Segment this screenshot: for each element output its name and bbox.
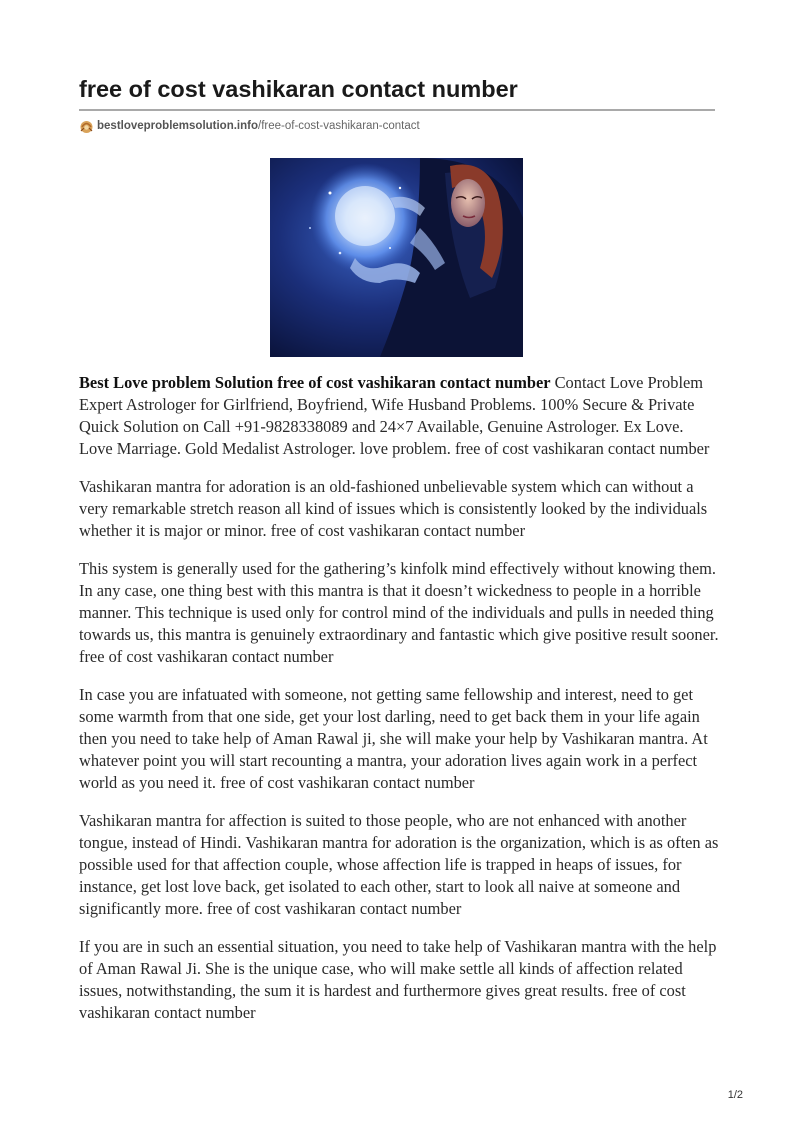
article-body (79, 372, 719, 1040)
article-paragraph: In case you are infatuated with someone, not getting same fellowship and interest, need to get some warmth from that one side, get your lost darling, need to get back them in your life again then you need to take help of Aman Rawal ji, she will make your help by Vashikaran mantra. At whatever point you will start recounting a mantra, your adoration lives again work in a perfect world as you need it. free of cost vashikaran contact number (79, 685, 708, 792)
hero-image (270, 158, 523, 357)
page-title: free of cost vashikaran contact number (79, 76, 518, 102)
source-path: /free-of-cost-vashikaran-contact (258, 120, 420, 132)
site-favicon-icon (79, 119, 94, 134)
article-paragraph: This system is generally used for the gathering’s kinfolk mind effectively without knowing them. In any case, one thing best with this mantra is that it doesn’t wickedness to people in a horrible manner. This technique is used only for control mind of the individuals and pulls in needed thing towards us, this mantra is genuinely extraordinary and fantastic which give positive result sooner. free of cost vashikaran contact number (79, 559, 719, 666)
intro-paragraph (79, 372, 719, 460)
intro-text: Contact Love Problem Expert Astrologer for Girlfriend, Boyfriend, Wife Husband Problems. 100% Secure & Private Quick Solution on Call +91-9828338089 and 24×7 Available, Genuine Astrologer. Ex Love. Love Marriage. Gold Medalist Astrologer. love problem. free of cost vashikaran contact number (79, 373, 710, 458)
article-paragraph: Vashikaran mantra for affection is suited to those people, who are not enhanced with another tongue, instead of Hindi. Vashikaran mantra for adoration is the organization, which is as often as possible used for that affection couple, whose affection life is trapped in heaps of issues, for instance, get lost love back, get isolated to each other, start to look all naive at someone and significantly more. free of cost vashikaran contact number (79, 811, 719, 918)
page-number: 1/2 (727, 1089, 743, 1101)
source-line (79, 117, 420, 135)
intro-bold-text: Best Love problem Solution free of cost vashikaran contact number (79, 373, 551, 392)
source-link[interactable] (97, 120, 420, 132)
article-paragraph: Vashikaran mantra for adoration is an old-fashioned unbelievable system which can without a very remarkable stretch reason all kind of issues which is consistently looked by the individuals whether it is major or minor. free of cost vashikaran contact number (79, 477, 708, 540)
title-divider (79, 109, 715, 111)
article-paragraph: If you are in such an essential situation, you need to take help of Vashikaran mantra with the help of Aman Rawal Ji. She is the unique case, who will make settle all kinds of affection related issues, notwithstanding, the sum it is hardest and furthermore gives great results. free of cost vashikaran contact number (79, 937, 717, 1022)
source-domain: bestloveproblemsolution.info (97, 120, 259, 132)
